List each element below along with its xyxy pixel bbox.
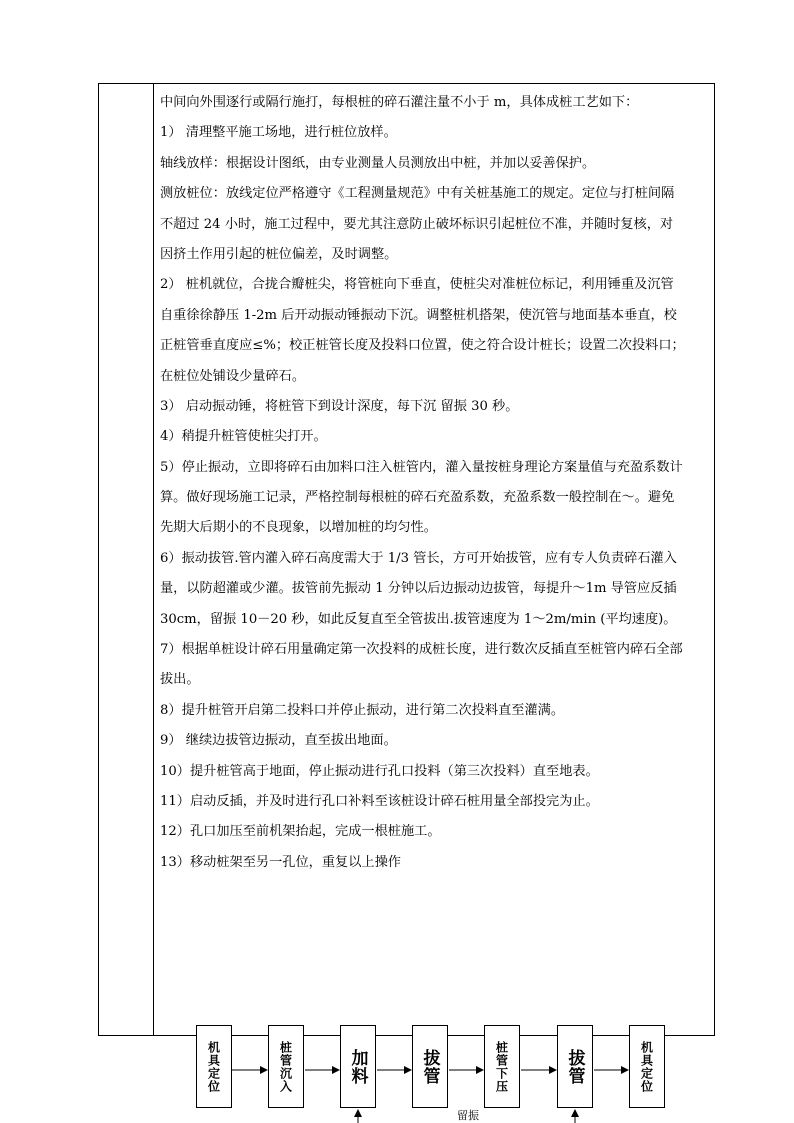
flow-step-machine-position-2 — [629, 1025, 665, 1108]
text-line: 算。做好现场施工记录，严格控制每根桩的碎石充盈系数，充盈系数一般控制在～。避免 — [160, 490, 675, 506]
text-line: 不超过 24 小时，施工过程中，要尤其注意防止破坏标识引起桩位不准，并随时复核，对 — [160, 216, 674, 232]
text-line: 1） 清理整平施工场地，进行桩位放样。 — [160, 125, 397, 141]
text-line: 4）稍提升桩管使桩尖打开。 — [160, 429, 327, 445]
text-line: 7）根据单桩设计碎石用量确定第一次投料的成桩长度，进行数次反插直至桩管内碎石全部 — [160, 642, 683, 658]
flow-bottom-label: 留振 — [457, 1109, 479, 1122]
process-flowchart — [0, 1010, 794, 1123]
text-line: 3） 启动振动锤，将桩管下到设计深度，每下沉 留振 30 秒。 — [160, 398, 519, 414]
text-line: 自重徐徐静压 1-2m 后开动振动锤振动下沉。调整桩机搭架，使沉管与地面基本垂直，校 — [160, 307, 677, 323]
flow-arrows — [0, 1010, 794, 1123]
flow-step-machine-position — [196, 1025, 232, 1108]
text-line: 10）提升桩管高于地面，停止振动进行孔口投料（第三次投料）直至地表。 — [160, 763, 599, 779]
text-line: 因挤土作用引起的桩位偏差，及时调整。 — [160, 246, 398, 262]
text-line: 量，以防超灌或少灌。拔管前先振动 1 分钟以后边振动边拔管，每提升～1m 导管应反插 — [160, 581, 677, 597]
flow-step-label: 机具定位 — [639, 1040, 654, 1093]
flow-step-pull-pipe — [412, 1025, 448, 1108]
text-line: 轴线放样：根据设计图纸，由专业测量人员测放出中桩，并加以妥善保护。 — [160, 155, 596, 171]
flow-step-pull-pipe-2 — [557, 1025, 593, 1108]
text-line: 12）孔口加压至前机架抬起，完成一根桩施工。 — [160, 824, 441, 840]
text-line: 2） 桩机就位，合拢合瓣桩尖，将管桩向下垂直，使桩尖对准桩位标记，利用锤重及沉管 — [160, 277, 674, 293]
flow-step-label: 拔管 — [564, 1048, 585, 1085]
text-line: 测放桩位：放线定位严格遵守《工程测量规范》中有关桩基施工的规定。定位与打桩间隔 — [160, 186, 675, 202]
text-line: 8）提升桩管开启第二投料口并停止振动，进行第二次投料直至灌满。 — [160, 702, 565, 718]
text-line: 13）移动桩架至另一孔位，重复以上操作 — [160, 854, 401, 870]
flow-step-label: 机具定位 — [206, 1040, 221, 1093]
text-line: 30cm，留振 10－20 秒，如此反复直至全管拔出.拔管速度为 1～2m/min (平均速度)。 — [160, 611, 677, 627]
text-line: 9） 继续边拔管边振动，直至拔出地面。 — [160, 733, 397, 749]
flow-step-label: 桩管沉入 — [278, 1040, 293, 1093]
text-line: 6）振动拔管.管内灌入碎石高度需大于 1/3 管长，方可开始拔管，应有专人负责碎石灌入 — [160, 550, 677, 566]
flow-step-feed — [340, 1025, 376, 1108]
document-body — [160, 88, 706, 878]
flow-step-label: 拔管 — [419, 1048, 440, 1085]
column-divider — [153, 83, 154, 1036]
text-line: 先期大后期小的不良现象，以增加桩的均匀性。 — [160, 520, 437, 536]
flow-step-label: 加料 — [347, 1048, 368, 1085]
text-line: 中间向外围逐行或隔行施打，每根桩的碎石灌注量不小于 m，具体成桩工艺如下： — [160, 95, 639, 110]
text-line: 拔出。 — [160, 672, 200, 688]
flow-step-pipe-press — [484, 1025, 520, 1108]
flow-step-label: 桩管下压 — [494, 1040, 509, 1093]
text-line: 正桩管垂直度应≤%；校正桩管长度及投料口位置，使之符合设计桩长；设置二次投料口； — [160, 338, 685, 354]
flow-step-pipe-sink — [268, 1025, 304, 1108]
text-line: 11）启动反插，并及时进行孔口补料至该桩设计碎石桩用量全部投完为止。 — [160, 793, 599, 809]
text-line: 在桩位处铺设少量碎石。 — [160, 368, 306, 384]
text-line: 5）停止振动，立即将碎石由加料口注入桩管内，灌入量按桩身理论方案量值与充盈系数计 — [160, 459, 683, 475]
